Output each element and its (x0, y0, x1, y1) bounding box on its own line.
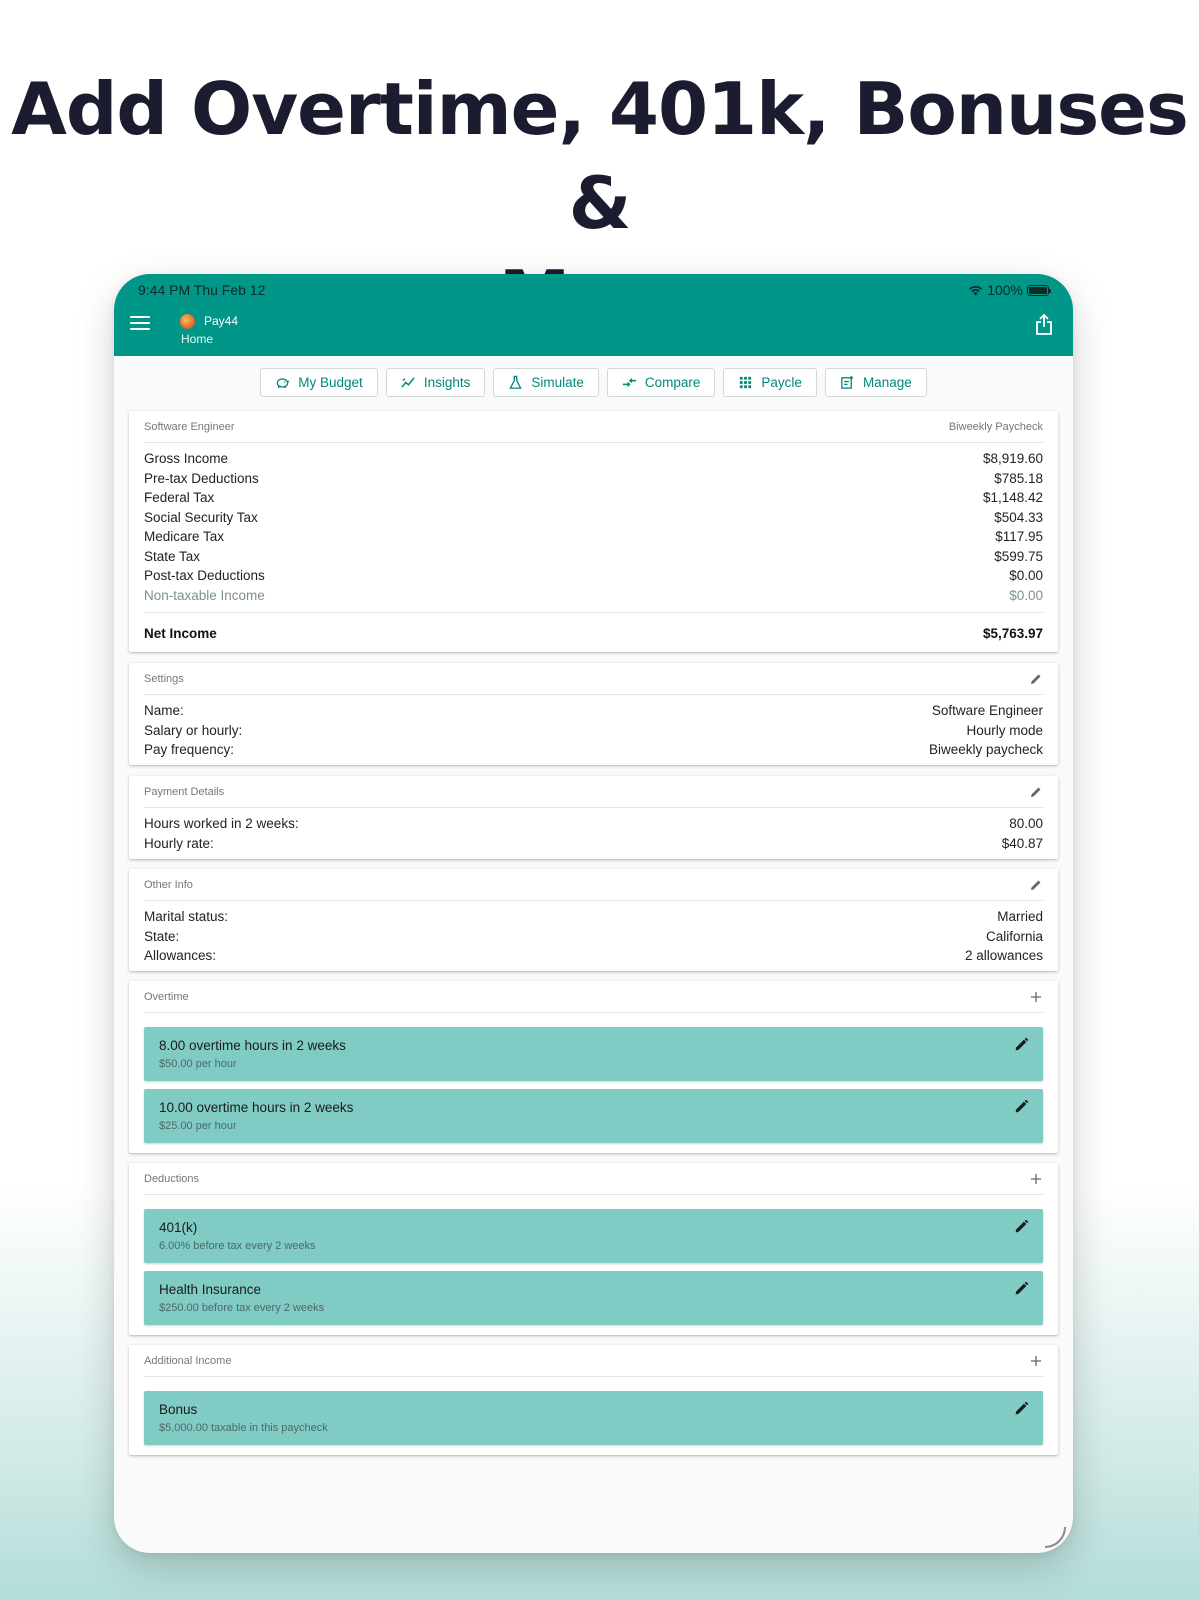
settings-card (129, 663, 1058, 765)
overtime-header (144, 981, 1043, 1013)
overtime-item[interactable] (144, 1027, 1043, 1081)
summary-period: Biweekly Paycheck (948, 420, 1043, 433)
status-indicators (968, 282, 1049, 298)
resize-corner-icon (1043, 1525, 1067, 1549)
pencil-icon[interactable] (1029, 878, 1043, 892)
insights-label: Insights (423, 375, 471, 390)
additional-header (144, 1345, 1043, 1377)
deduction-item[interactable] (144, 1209, 1043, 1263)
plus-icon[interactable] (1029, 990, 1043, 1004)
row-value: $117.95 (995, 529, 1043, 545)
row-value: $1,148.42 (982, 490, 1043, 506)
settings-title: Settings (144, 672, 184, 685)
row-label: Pre-tax Deductions (144, 470, 259, 486)
additional-title: Additional Income (144, 1354, 232, 1367)
summary-row (144, 469, 1043, 489)
row-label: Hourly rate: (144, 835, 214, 851)
my-budget-button[interactable] (260, 368, 378, 397)
share-icon[interactable] (1035, 314, 1053, 336)
overtime-item[interactable] (144, 1089, 1043, 1143)
pencil-icon[interactable] (1014, 1037, 1029, 1052)
row-label: State: (144, 928, 180, 944)
row-label: Post-tax Deductions (144, 568, 265, 584)
row-value: $0.00 (1009, 568, 1043, 584)
toolbar (114, 368, 1073, 398)
payment-title: Payment Details (144, 785, 225, 798)
payment-details-card (129, 776, 1058, 859)
pencil-icon[interactable] (1014, 1281, 1029, 1296)
summary-row (144, 547, 1043, 567)
manage-icon (840, 375, 855, 390)
row-label: Gross Income (144, 451, 229, 467)
row-label: State Tax (144, 548, 201, 564)
row-value: Married (997, 909, 1043, 925)
settings-header (144, 663, 1043, 695)
row-value: California (985, 928, 1043, 944)
manage-button[interactable] (825, 368, 927, 397)
row-value: Software Engineer (931, 703, 1043, 719)
row-value: $504.33 (994, 509, 1043, 525)
summary-row (144, 449, 1043, 469)
simulate-label: Simulate (531, 375, 584, 390)
pencil-icon[interactable] (1014, 1401, 1029, 1416)
item-subtitle: $50.00 per hour (159, 1058, 237, 1070)
row-label: Marital status: (144, 909, 229, 925)
app-subtitle: Home (181, 332, 214, 346)
item-subtitle: $250.00 before tax every 2 weeks (159, 1302, 325, 1314)
item-title: Bonus (159, 1402, 198, 1417)
piggy-bank-icon (275, 375, 290, 390)
row-label: Name: (144, 703, 184, 719)
row-value: 80.00 (1009, 816, 1043, 832)
item-subtitle: 6.00% before tax every 2 weeks (159, 1240, 316, 1252)
deductions-title: Deductions (144, 1172, 200, 1185)
net-income-row (129, 613, 1058, 653)
row-label: Allowances: (144, 948, 217, 964)
row-label: Federal Tax (144, 490, 215, 506)
row-label: Salary or hourly: (144, 722, 243, 738)
settings-row (144, 740, 1043, 760)
other-row (144, 946, 1043, 966)
summary-row (144, 527, 1043, 547)
other-info-card (129, 869, 1058, 971)
summary-row (144, 508, 1043, 528)
item-title: 10.00 overtime hours in 2 weeks (159, 1100, 354, 1115)
row-value: 2 allowances (964, 948, 1043, 964)
trend-icon (401, 375, 416, 390)
payment-row (144, 834, 1043, 854)
app-name: Pay44 (204, 314, 239, 328)
battery-icon (1027, 285, 1049, 296)
other-header (144, 869, 1043, 901)
grid-icon (738, 375, 753, 390)
deduction-item[interactable] (144, 1271, 1043, 1325)
tablet-device (114, 274, 1073, 1553)
settings-row (144, 701, 1043, 721)
row-value: $40.87 (1001, 835, 1043, 851)
simulate-button[interactable] (493, 368, 599, 397)
net-income-value: $5,763.97 (982, 625, 1043, 641)
payment-header (144, 776, 1043, 808)
paycle-button[interactable] (723, 368, 817, 397)
other-title: Other Info (144, 878, 193, 891)
deductions-header (144, 1163, 1043, 1195)
item-title: 8.00 overtime hours in 2 weeks (159, 1038, 346, 1053)
row-value: Biweekly paycheck (928, 742, 1043, 758)
summary-row (144, 586, 1043, 606)
overtime-card (129, 981, 1058, 1153)
compare-arrows-icon (622, 375, 637, 390)
paycheck-summary-card (129, 411, 1058, 652)
row-label: Non-taxable Income (144, 587, 265, 603)
wifi-icon (968, 285, 983, 296)
plus-icon[interactable] (1029, 1172, 1043, 1186)
row-label: Medicare Tax (144, 529, 225, 545)
payment-row (144, 814, 1043, 834)
my-budget-label: My Budget (298, 375, 363, 390)
item-title: 401(k) (159, 1220, 198, 1235)
item-title: Health Insurance (159, 1282, 262, 1297)
item-subtitle: $5,000.00 taxable in this paycheck (159, 1422, 328, 1434)
row-value: $8,919.60 (982, 451, 1043, 467)
row-label: Hours worked in 2 weeks: (144, 816, 299, 832)
row-value: $785.18 (994, 470, 1043, 486)
battery-percent: 100% (987, 282, 1023, 298)
status-time: 9:44 PM Thu Feb 12 (138, 282, 266, 298)
item-subtitle: $25.00 per hour (159, 1120, 237, 1132)
net-income-label: Net Income (144, 625, 217, 641)
other-row (144, 907, 1043, 927)
row-value: $0.00 (1009, 587, 1043, 603)
row-label: Social Security Tax (144, 509, 258, 525)
compare-label: Compare (644, 375, 701, 390)
manage-label: Manage (862, 375, 912, 390)
compare-button[interactable] (607, 368, 716, 397)
row-value: Hourly mode (966, 722, 1043, 738)
deductions-card (129, 1163, 1058, 1335)
row-value: $599.75 (994, 548, 1043, 564)
flask-icon (508, 375, 523, 390)
app-bar (114, 274, 1073, 356)
summary-title: Software Engineer (144, 420, 235, 433)
menu-icon[interactable] (130, 316, 150, 332)
other-row (144, 927, 1043, 947)
summary-row (144, 566, 1043, 586)
additional-income-item[interactable] (144, 1391, 1043, 1445)
settings-row (144, 721, 1043, 741)
row-label: Pay frequency: (144, 742, 235, 758)
summary-header (144, 411, 1043, 443)
overtime-title: Overtime (144, 990, 189, 1003)
plus-icon[interactable] (1029, 1354, 1043, 1368)
insights-button[interactable] (386, 368, 486, 397)
app-logo-icon (180, 314, 195, 329)
pencil-icon[interactable] (1014, 1219, 1029, 1234)
pencil-icon[interactable] (1014, 1099, 1029, 1114)
summary-row (144, 488, 1043, 508)
paycle-label: Paycle (761, 375, 802, 390)
pencil-icon[interactable] (1029, 672, 1043, 686)
pencil-icon[interactable] (1029, 785, 1043, 799)
headline-line-1: Add Overtime, 401k, Bonuses & (11, 67, 1188, 245)
additional-income-card (129, 1345, 1058, 1455)
